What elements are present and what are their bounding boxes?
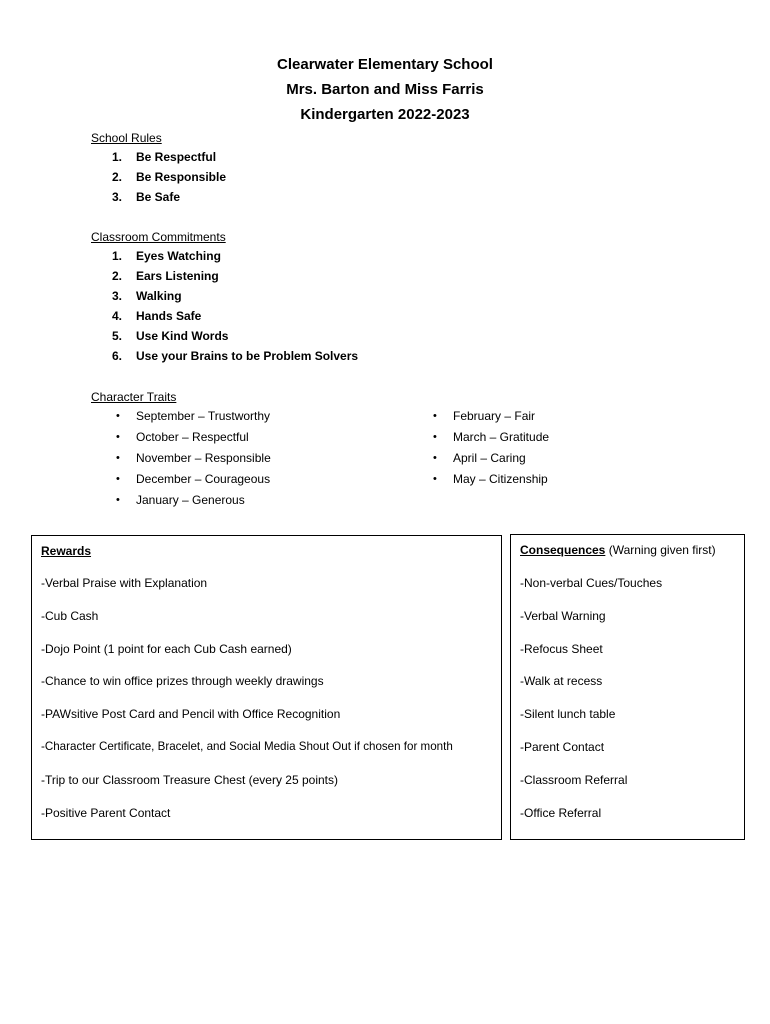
- list-item: • March – Gratitude: [408, 427, 549, 448]
- character-traits-title: Character Traits: [91, 390, 177, 404]
- list-item: • April – Caring: [408, 448, 549, 469]
- teacher-names: Mrs. Barton and Miss Farris: [286, 81, 484, 98]
- bullet-icon: •: [116, 494, 120, 506]
- list-item: 1. Be Respectful: [112, 150, 217, 164]
- reward-item: -Chance to win office prizes through weekly drawings: [41, 674, 324, 688]
- list-item: 1. Eyes Watching: [112, 249, 221, 263]
- school-rules-title: School Rules: [91, 131, 162, 145]
- reward-item: -Character Certificate, Bracelet, and Social Media Shout Out if chosen for month: [41, 740, 453, 753]
- classroom-commitments-list: [91, 246, 358, 366]
- bullet-icon: •: [433, 431, 437, 443]
- consequences-header: [520, 542, 716, 558]
- reward-item: -Trip to our Classroom Treasure Chest (every 25 points): [41, 773, 338, 787]
- classroom-commitments-section: [91, 228, 358, 366]
- school-rules-list: [91, 147, 226, 207]
- school-name: Clearwater Elementary School: [277, 56, 493, 73]
- bullet-icon: •: [116, 431, 120, 443]
- consequences-title: Consequences: [520, 543, 606, 557]
- list-item: 5. Use Kind Words: [112, 329, 229, 343]
- bullet-icon: •: [116, 452, 120, 464]
- bullet-icon: •: [116, 473, 120, 485]
- consequence-item: -Refocus Sheet: [520, 642, 603, 656]
- list-item: • May – Citizenship: [408, 469, 549, 490]
- bullet-icon: •: [433, 473, 437, 485]
- reward-item: -Positive Parent Contact: [41, 806, 171, 820]
- list-item: • January – Generous: [91, 490, 271, 511]
- list-item: • December – Courageous: [91, 469, 271, 490]
- classroom-commitments-title: Classroom Commitments: [91, 230, 226, 244]
- list-item: 2. Be Responsible: [112, 170, 227, 184]
- consequence-item: -Non-verbal Cues/Touches: [520, 576, 663, 590]
- list-item: • September – Trustworthy: [91, 406, 271, 427]
- list-item: 3. Be Safe: [112, 190, 181, 204]
- character-traits-left-list: [91, 406, 271, 511]
- rewards-box: [31, 535, 502, 840]
- reward-item: -Verbal Praise with Explanation: [41, 576, 208, 590]
- list-item: 2. Ears Listening: [112, 269, 219, 283]
- consequence-item: -Walk at recess: [520, 674, 603, 688]
- character-traits-right-column: [408, 406, 549, 490]
- list-item: 4. Hands Safe: [112, 309, 202, 323]
- consequence-item: -Parent Contact: [520, 740, 605, 754]
- school-rules-section: [91, 129, 226, 207]
- list-item: • February – Fair: [408, 406, 549, 427]
- list-item: • November – Responsible: [91, 448, 271, 469]
- reward-item: -PAWsitive Post Card and Pencil with Office Recognition: [41, 707, 341, 721]
- list-item: 3. Walking: [112, 289, 182, 303]
- list-item: • October – Respectful: [91, 427, 271, 448]
- consequence-item: -Classroom Referral: [520, 773, 628, 787]
- consequence-item: -Office Referral: [520, 806, 602, 820]
- rewards-title: Rewards: [41, 544, 92, 558]
- bullet-icon: •: [433, 452, 437, 464]
- character-traits-right-list: [408, 406, 549, 490]
- list-item: 6. Use your Brains to be Problem Solvers: [112, 349, 359, 363]
- consequence-item: -Silent lunch table: [520, 707, 616, 721]
- reward-item: -Dojo Point (1 point for each Cub Cash earned): [41, 642, 292, 656]
- bullet-icon: •: [116, 410, 120, 422]
- reward-item: -Cub Cash: [41, 609, 99, 623]
- consequences-note: (Warning given first): [605, 543, 716, 557]
- consequence-item: -Verbal Warning: [520, 609, 606, 623]
- grade-year: Kindergarten 2022-2023: [300, 106, 470, 123]
- bullet-icon: •: [433, 410, 437, 422]
- document-header: [0, 52, 770, 127]
- consequences-box: [510, 534, 745, 840]
- character-traits-section: [91, 388, 271, 511]
